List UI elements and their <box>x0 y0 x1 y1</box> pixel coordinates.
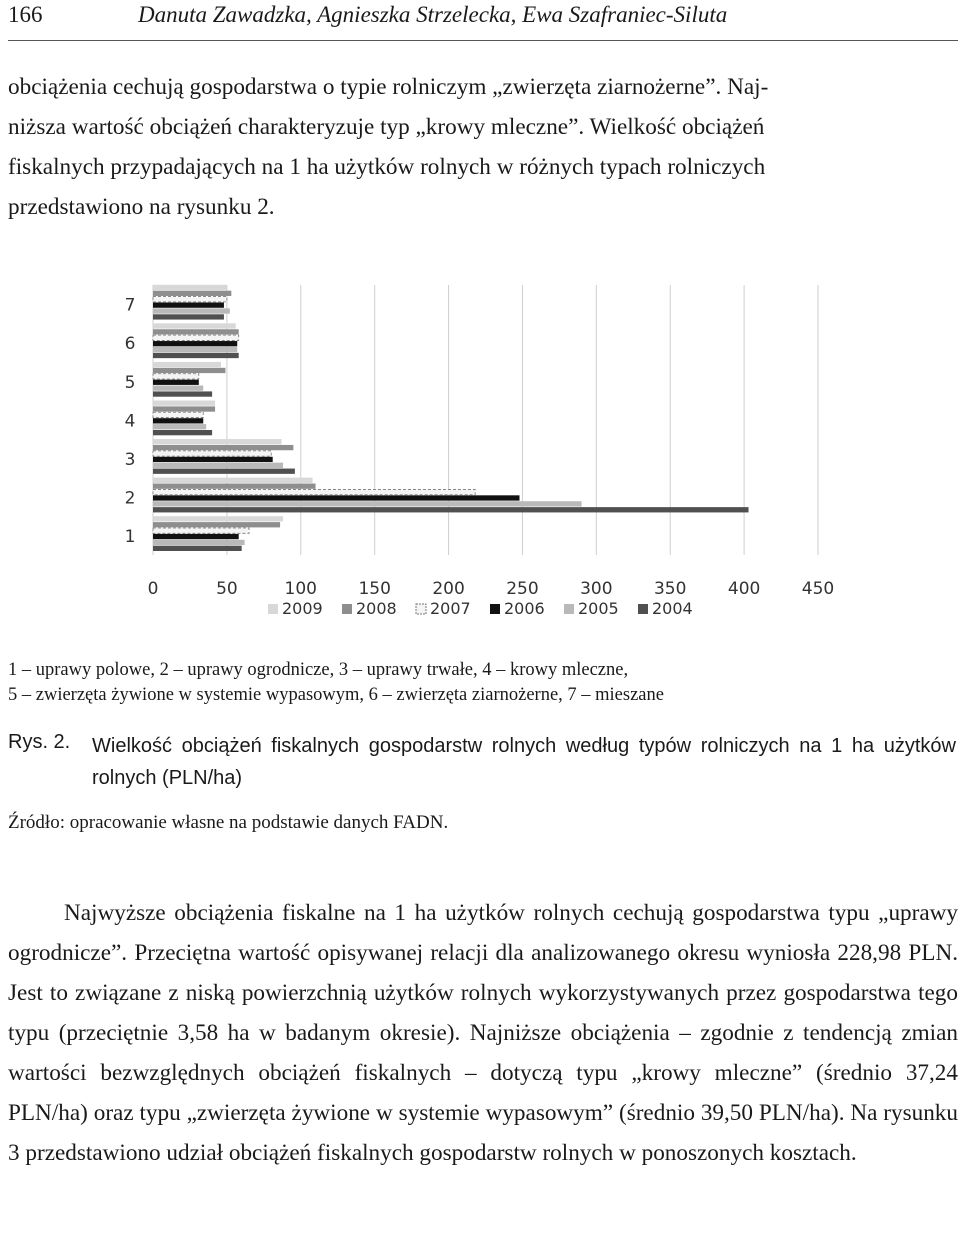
x-tick-label: 0 <box>147 579 159 599</box>
figure-source: Źródło: opracowanie własne na podstawie danych FADN. <box>8 812 449 833</box>
bar <box>153 374 199 379</box>
x-tick-label: 200 <box>432 579 465 599</box>
legend-label: 2005 <box>578 599 619 618</box>
bar <box>153 285 227 290</box>
bar <box>153 546 242 551</box>
legend-swatch <box>490 604 500 614</box>
legend-label: 2004 <box>652 599 693 618</box>
legend-label: 2009 <box>282 599 323 618</box>
bar <box>153 516 283 521</box>
y-tick-label: 6 <box>124 334 136 355</box>
legend-label: 2006 <box>504 599 545 618</box>
y-tick-label: 1 <box>124 527 136 548</box>
legend-swatch <box>416 604 426 614</box>
bar <box>153 380 199 385</box>
paragraph-1 <box>8 67 958 227</box>
bar <box>153 308 230 313</box>
x-tick-label: 250 <box>506 579 539 599</box>
bar <box>153 386 203 391</box>
bar <box>153 291 231 296</box>
bar <box>153 353 239 358</box>
bar <box>153 314 224 319</box>
y-tick-label: 7 <box>124 295 136 316</box>
bar <box>153 439 282 444</box>
bar <box>153 341 237 346</box>
y-tick-label: 3 <box>124 449 136 470</box>
bar <box>153 507 749 512</box>
y-tick-label: 4 <box>124 411 136 432</box>
paragraph-1-line: niższa wartość obciążeń charakteryzuje typ „krowy mleczne”. Wielkość obciążeń <box>8 114 765 140</box>
bar <box>153 302 224 307</box>
bar <box>153 391 212 396</box>
paragraph-1-line: fiskalnych przypadających na 1 ha użytków rolnych w różnych typach rolniczych <box>8 154 766 180</box>
bar <box>153 489 475 494</box>
bar-chart <box>100 270 860 630</box>
x-tick-label: 150 <box>358 579 391 599</box>
x-tick-label: 50 <box>216 579 238 599</box>
bar <box>153 362 221 367</box>
bar <box>153 406 215 411</box>
legend-label: 2008 <box>356 599 397 618</box>
category-legend-note <box>8 658 958 708</box>
x-tick-label: 450 <box>801 579 835 599</box>
bar <box>153 424 206 429</box>
bar <box>153 445 293 450</box>
bar <box>153 451 271 456</box>
figure-label: Rys. 2. <box>8 731 71 753</box>
page-header <box>8 0 958 41</box>
bar <box>153 430 212 435</box>
bar <box>153 540 245 545</box>
legend-note-line: 1 – uprawy polowe, 2 – uprawy ogrodnicze, 3 – uprawy trwałe, 4 – krowy mleczne, <box>8 660 629 680</box>
bar <box>153 501 582 506</box>
bar <box>153 368 225 373</box>
bar <box>153 522 280 527</box>
bar <box>153 495 519 500</box>
paragraph-2: Najwyższe obciążenia fiskalne na 1 ha użytków rolnych cechują gospodarstwa typu „uprawy ogrodnicze”. Przeciętna wartość opisywanej relacji dla analizowanego okresu wyniosła 228,98 PLN. Jest to związane z niską powierzchnią użytków rolnych wykorzystywanych przez gospodarstwa tego typu (przeciętnie 3,58 ha w badanym okresie). Najniższe obciążenia – zgodnie z tendencją zmian wartości bezwzględnych obciążeń fiskalnych – dotyczą typu „krowy mleczne” (średnio 37,24 PLN/ha) oraz typu „zwierzęta żywione w systemie wypasowym” (średnio 39,50 PLN/ha). Na rysunku 3 przedstawiono udział obciążeń fiskalnych gospodarstw rolnych w ponoszonych kosztach. <box>8 900 958 1166</box>
legend-swatch <box>564 604 574 614</box>
legend-swatch <box>638 604 648 614</box>
figure-caption-text: Wielkość obciążeń fiskalnych gospodarstw rolnych według typów rolniczych na 1 ha użytków rolnych (PLN/ha) <box>92 735 956 789</box>
x-tick-label: 100 <box>284 579 318 599</box>
bar <box>153 329 239 334</box>
paragraph-1-line: obciążenia cechują gospodarstwa o typie rolniczym „zwierzęta ziarnożerne”. Naj- <box>8 74 769 100</box>
bar <box>153 297 227 302</box>
bar <box>153 484 316 489</box>
bar <box>153 469 295 474</box>
bar <box>153 528 249 533</box>
legend-label: 2007 <box>430 599 471 618</box>
paragraph-1-line: przedstawiono na rysunku 2. <box>8 194 275 220</box>
x-tick-label: 350 <box>653 579 687 599</box>
running-head-authors: Danuta Zawadzka, Agnieszka Strzelecka, Ewa Szafraniec-Siluta <box>138 2 728 27</box>
legend-swatch <box>342 604 352 614</box>
bar <box>153 457 273 462</box>
bar <box>153 478 313 483</box>
x-tick-label: 400 <box>727 579 761 599</box>
bar <box>153 463 283 468</box>
bar <box>153 412 203 417</box>
legend-swatch <box>268 604 278 614</box>
page-number: 166 <box>8 2 43 27</box>
bar <box>153 323 236 328</box>
bar <box>153 534 239 539</box>
x-tick-label: 300 <box>580 579 613 599</box>
y-tick-label: 5 <box>124 372 136 393</box>
bar <box>153 347 237 352</box>
legend-note-line: 5 – zwierzęta żywione w systemie wypasowym, 6 – zwierzęta ziarnożerne, 7 – mieszane <box>8 685 664 705</box>
y-tick-label: 2 <box>124 488 136 509</box>
bar <box>153 418 203 423</box>
bar <box>153 335 239 340</box>
bar <box>153 400 215 405</box>
